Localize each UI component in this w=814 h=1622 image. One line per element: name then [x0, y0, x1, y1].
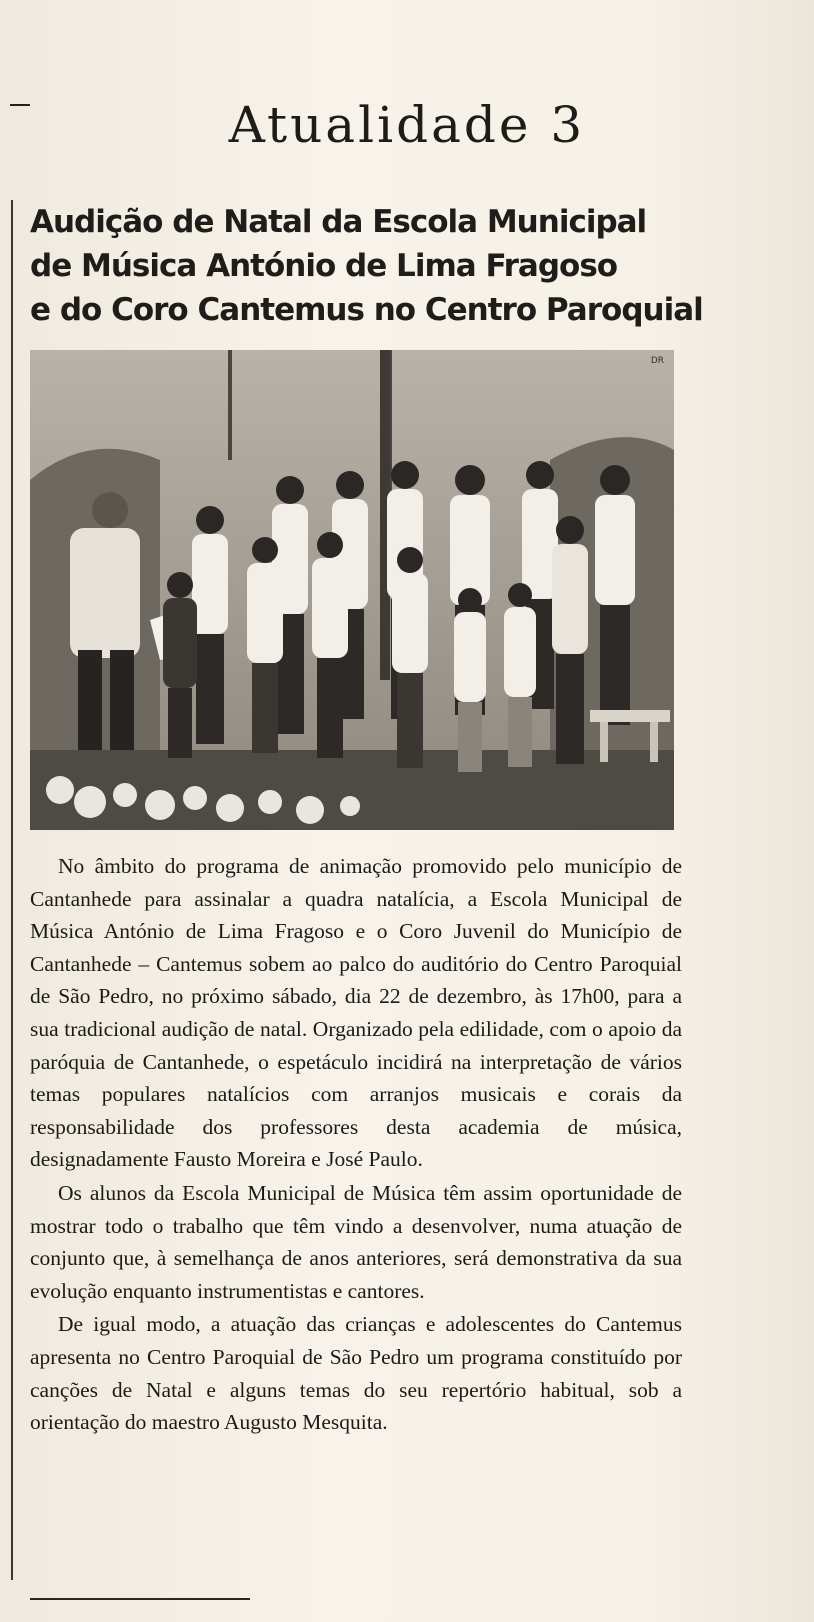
paragraph-2: Os alunos da Escola Municipal de Música têm assim oportunidade de mostrar todo o trabalho que têm vindo a desenvolver, numa atuação de conjunto que, à semelhança de anos anteriores, será demonstrativa da sua evolução enquanto instrumentistas e cantores.	[30, 1180, 682, 1303]
choir-photo	[30, 350, 674, 830]
headline-line-3: e do Coro Cantemus no Centro Paroquial	[30, 292, 703, 328]
paragraph-3: De igual modo, a atuação das crianças e adolescentes do Cantemus apresenta no Centro Paroquial de São Pedro um programa constituído por canções de Natal e alguns temas do seu repertório habitual, sob a orientação do maestro Augusto Mesquita.	[30, 1312, 682, 1435]
headline-line-2: de Música António de Lima Fragoso	[30, 248, 618, 284]
column-rule	[11, 200, 13, 1580]
article-headline	[30, 200, 703, 332]
choir-photo-illustration	[30, 350, 674, 830]
section-title: Atualidade 3	[228, 96, 586, 154]
photo-credit: DR	[650, 356, 664, 366]
bottom-rule	[30, 1598, 250, 1600]
article-body	[30, 850, 682, 1439]
paragraph-1: No âmbito do programa de animação promovido pelo município de Cantanhede para assinalar a quadra natalícia, a Escola Municipal de Música António de Lima Fragoso e o Coro Juvenil do Município de Cantanhede – Cantemus sobem ao palco do auditório do Centro Paroquial de São Pedro, no próximo sábado, dia 22 de dezembro, às 17h00, para a sua tradicional audição de natal. Organizado pela edilidade, com o apoio da paróquia de Cantanhede, o espetáculo incidirá na interpretação de vários temas populares natalícios com arranjos musicais e corais da responsabilidade dos professores desta academia de música, designadamente Fausto Moreira e José Paulo.	[30, 854, 682, 1172]
headline-line-1: Audição de Natal da Escola Municipal	[30, 204, 647, 240]
